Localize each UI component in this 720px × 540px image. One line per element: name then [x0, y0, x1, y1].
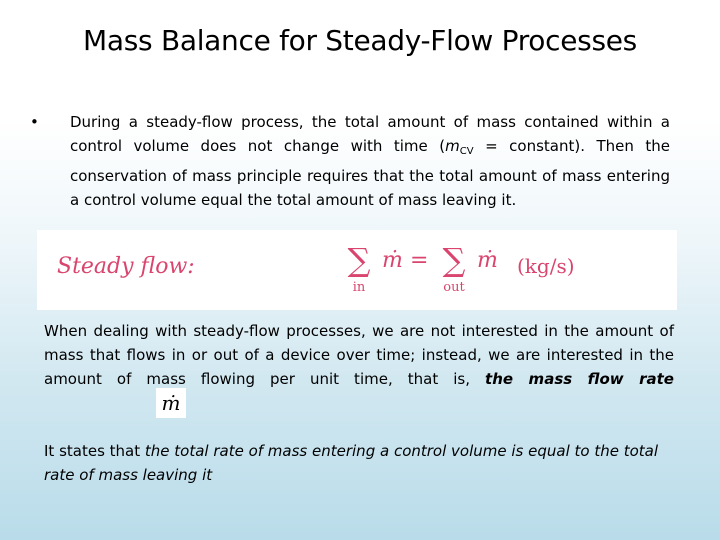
bullet-marker: • — [30, 113, 39, 131]
bullet-point — [30, 110, 670, 212]
sigma-symbol: ∑ — [442, 241, 466, 279]
slide-title: Mass Balance for Steady-Flow Processes — [83, 24, 637, 57]
equation-unit: (kg/s) — [517, 254, 575, 278]
sigma-symbol: ∑ — [347, 241, 371, 279]
sum-index-out: out — [443, 280, 465, 295]
sum-index-in: in — [352, 280, 366, 295]
mass-symbol: m — [445, 137, 460, 155]
emphasis-text: the mass flow rate — [485, 370, 674, 388]
sum-out — [437, 240, 471, 296]
steady-flow-equation — [37, 230, 677, 310]
equation-label: Steady flow: — [57, 254, 195, 279]
bullet-text: During a steady-flow process, the total amount of mass contained within a control volume does not change with time ($m_{CV}$ = constant). Then the conservation of mass principle requires that the total amount of mass entering a control volume equal the total amount of mass leaving it. — [70, 113, 671, 209]
mass-flow-rate-symbol: ṁ — [156, 388, 186, 418]
mass-flow-rate-paragraph: When dealing with steady-flow processes, we are not interested in the amount of mass that flows in or out of a device over time; instead, we are interested in the amount of mass flowing per unit time, that is, the mass flow rateṁ — [44, 319, 674, 421]
mass-flow-symbol: ṁ — [477, 248, 498, 273]
statement-paragraph: It states that the total rate of mass entering a control volume is equal to the total rate of mass leaving it — [44, 442, 659, 484]
cv-subscript: CV — [459, 146, 474, 157]
equals-sign: = — [410, 248, 429, 273]
emphasis-text: the total rate of mass entering a control volume is equal to the total rate of mass leaving it — [44, 442, 659, 484]
sum-in — [342, 240, 376, 296]
mass-flow-symbol: ṁ — [382, 248, 403, 273]
